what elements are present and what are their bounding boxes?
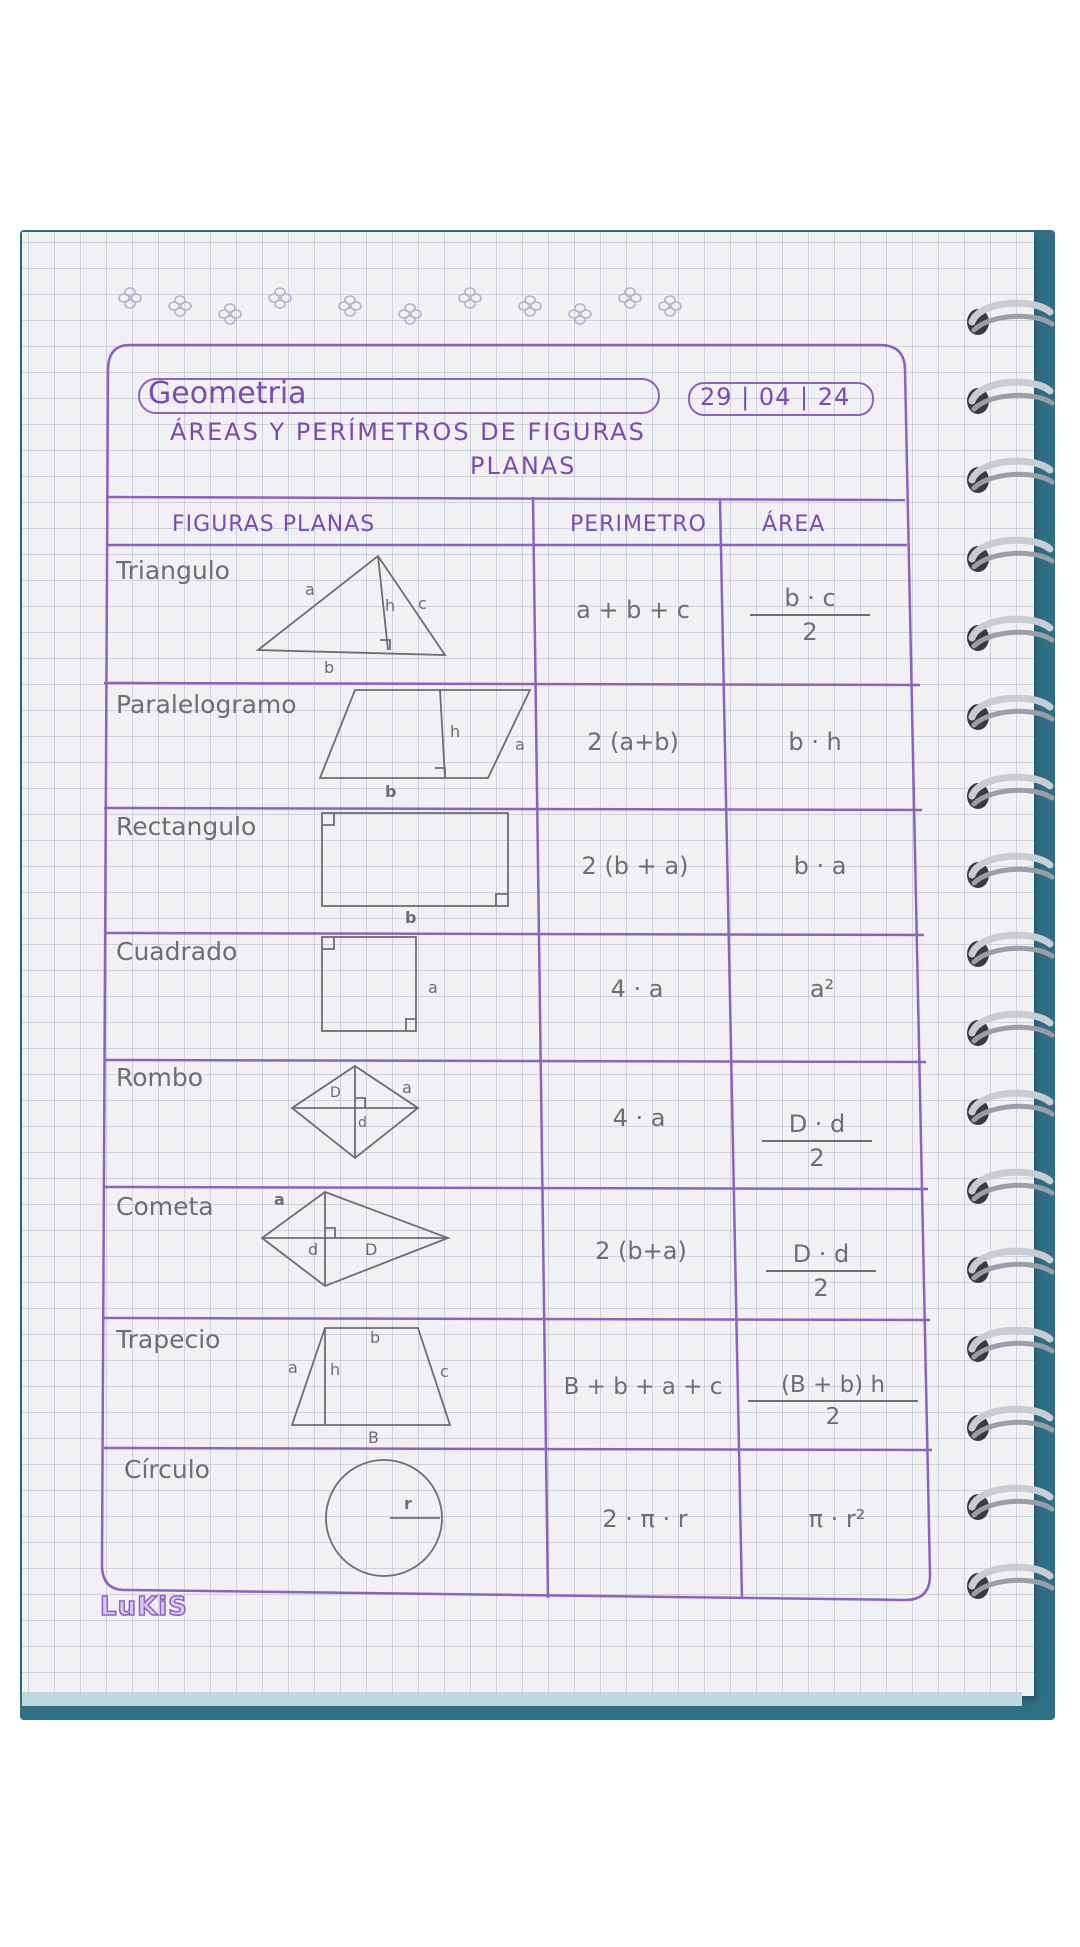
perimeter-circulo: 2 · π · r (602, 1505, 688, 1533)
page-title-line2: PLANAS (470, 452, 577, 480)
area-trapecio-den: 2 (825, 1404, 841, 1430)
row-name-cuadrado: Cuadrado (116, 937, 238, 966)
rhombus-label-d: d (358, 1115, 367, 1131)
rhombus-figure (292, 1066, 418, 1158)
trapezoid-label-b: b (370, 1328, 381, 1347)
column-header-figuras (172, 512, 375, 537)
kite-figure (262, 1192, 448, 1286)
parallelogram-label-b: b (385, 782, 397, 801)
perimeter-triangulo: a + b + c (576, 596, 690, 624)
perimeter-trapecio: B + b + a + c (563, 1374, 723, 1400)
triangle-label-h: h (385, 596, 396, 615)
area-circulo: π · r² (808, 1505, 866, 1533)
area-paralelogramo: b · h (788, 728, 842, 756)
row-name-rombo: Rombo (116, 1063, 204, 1092)
perimeter-paralelogramo: 2 (a+b) (587, 728, 679, 756)
trapezoid-label-c: c (440, 1362, 449, 1381)
perimeter-cometa: 2 (b+a) (595, 1237, 687, 1265)
row-divider (104, 1060, 926, 1062)
date-label: 29 | 04 | 24 (700, 383, 851, 411)
parallelogram-figure (320, 690, 530, 778)
perimeter-cuadrado: 4 · a (610, 975, 664, 1003)
row-divider (104, 683, 920, 685)
parallelogram-label-h: h (450, 722, 461, 741)
row-name-paralelogramo: Paralelogramo (116, 690, 297, 719)
area-triangulo (750, 584, 870, 646)
triangle-figure (258, 556, 445, 655)
area-rectangulo: b · a (793, 852, 847, 880)
col-divider-1 (533, 497, 548, 1598)
trapezoid-label-h: h (330, 1360, 341, 1379)
area-cometa (766, 1240, 876, 1302)
square-figure (322, 937, 416, 1031)
rhombus-label-a: a (402, 1078, 412, 1097)
area-rombo (762, 1110, 872, 1172)
perimeter-rectangulo: 2 (b + a) (581, 852, 689, 880)
area-cometa-den: 2 (813, 1274, 829, 1302)
brand-logo: LuKiS (100, 1592, 188, 1622)
trapezoid-label-B: B (368, 1428, 379, 1447)
column-header-perimetro: PERIMETRO (570, 512, 707, 537)
parallelogram-label-a: a (515, 735, 525, 754)
area-triangulo-den: 2 (802, 618, 818, 646)
perimeter-rombo: 4 · a (612, 1104, 666, 1132)
circle-figure (326, 1460, 442, 1576)
kite-label-D: D (365, 1240, 378, 1259)
column-header-area: ÁREA (762, 512, 826, 537)
area-trapecio-num: (B + b) h (748, 1372, 918, 1402)
row-divider (104, 1448, 932, 1450)
row-name-trapecio: Trapecio (116, 1325, 221, 1354)
square-label-a: a (428, 978, 438, 997)
area-triangulo-num: b · c (750, 584, 870, 616)
kite-label-a: a (274, 1190, 285, 1209)
row-name-circulo: Círculo (124, 1455, 210, 1484)
row-name-rectangulo: Rectangulo (116, 812, 257, 841)
page-title-line1: ÁREAS Y PERÍMETROS DE FIGURAS (170, 418, 646, 446)
column-header-figuras-text: FIGURAS PLANAS (172, 512, 376, 537)
rhombus-label-D: D (330, 1085, 341, 1101)
row-name-cometa: Cometa (116, 1192, 214, 1221)
subject-title: Geometria (148, 376, 307, 411)
triangle-label-c: c (418, 594, 427, 613)
row-divider (104, 808, 922, 810)
row-divider (104, 1187, 928, 1189)
row-name-triangulo: Triangulo (116, 556, 230, 585)
triangle-label-b: b (324, 658, 335, 677)
col-divider-2 (720, 499, 742, 1599)
area-cometa-num: D · d (766, 1240, 876, 1272)
rectangle-label-b: b (405, 908, 417, 927)
circle-label-r: r (404, 1494, 412, 1513)
area-rombo-den: 2 (809, 1144, 825, 1172)
row-divider (104, 1318, 930, 1320)
triangle-label-a: a (305, 580, 315, 599)
row-divider (104, 933, 924, 935)
header-top-line (108, 497, 905, 500)
area-cuadrado: a² (809, 975, 835, 1003)
kite-label-d: d (308, 1240, 319, 1259)
area-trapecio (748, 1372, 918, 1430)
area-rombo-num: D · d (762, 1110, 872, 1142)
trapezoid-label-a: a (288, 1358, 298, 1377)
rectangle-figure (322, 813, 508, 906)
